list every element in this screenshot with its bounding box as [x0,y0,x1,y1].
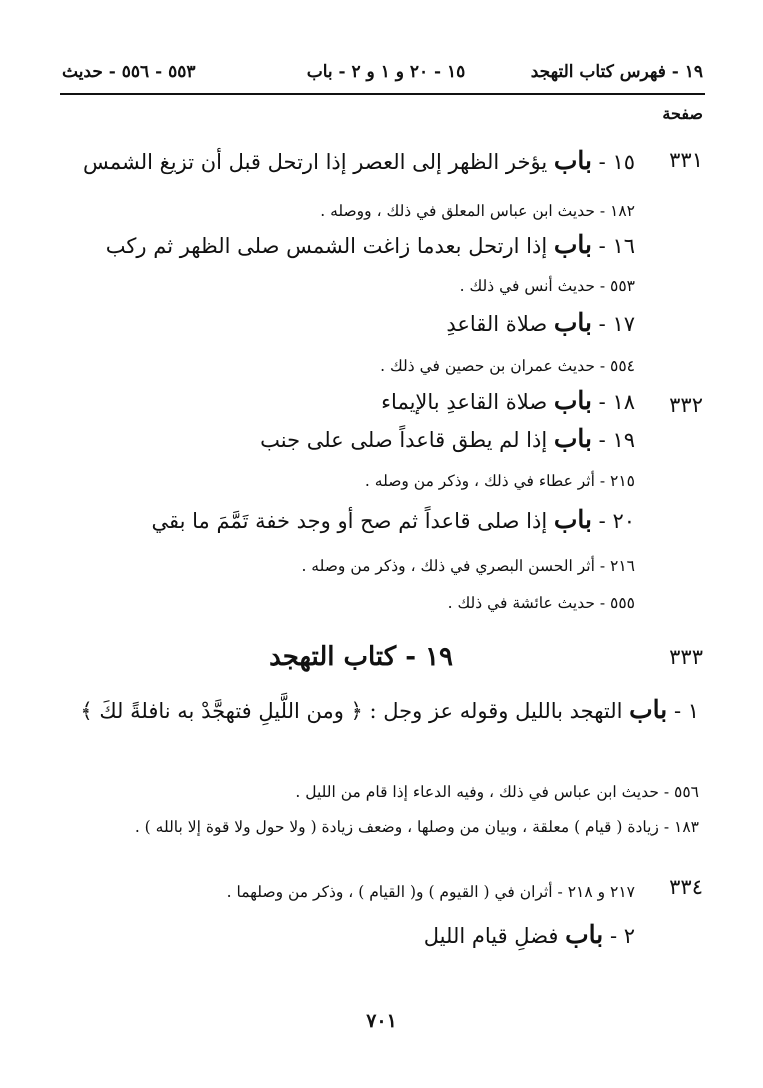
bab-entry [381,386,635,415]
bab-word: باب [629,695,668,724]
kitab-title: ١٩ - كتاب التهجد [269,642,453,672]
bab-number: ١٧ - [591,312,635,336]
bab-word: باب [553,505,592,534]
header-bab-range: ١٥ - ٢٠ و ١ و ٢ - باب [306,62,466,82]
bab-number: ١٥ - [591,150,635,174]
sub-entry: ١٨٢ - حديث ابن عباس المعلق في ذلك ، ووصله . [320,202,635,220]
bab-entry [57,690,699,731]
bab-number: ١ - [667,699,699,723]
bab-title: إذا ارتحل بعدما زاغت الشمس صلى الظهر ثم ركب [105,234,554,258]
bab-number: ٢ - [603,924,635,948]
bab-word: باب [553,424,592,453]
page-number-331: ٣٣١ [669,148,703,172]
bab-word: باب [553,146,592,175]
sub-entry: ٢١٦ - أثر الحسن البصري في ذلك ، وذكر من وصله . [301,557,635,575]
bab-word: باب [565,920,604,949]
bab-number: ١٦ - [591,234,635,258]
bab-entry [424,920,635,949]
bab-entry [83,146,635,175]
page-number-332: ٣٣٢ [669,393,703,417]
page-number-334: ٣٣٤ [669,875,703,899]
sub-entry: ٥٥٦ - حديث ابن عباس في ذلك ، وفيه الدعاء إذا قام من الليل . [295,783,699,801]
bab-entry [152,505,635,534]
header-rule [60,93,705,95]
bab-title: إذا صلى قاعداً ثم صح أو وجد خفة تَمَّمَ ما بقي [151,509,554,533]
bab-word: باب [553,308,592,337]
bab-entry [446,308,635,337]
sub-entry: ٢١٥ - أثر عطاء في ذلك ، وذكر من وصله . [364,472,635,490]
footer-page-number: ٧٠١ [366,1010,397,1032]
bab-entry [106,230,635,259]
sub-entry: ٥٥٥ - حديث عائشة في ذلك . [447,594,635,612]
bab-title: التهجد بالليل وقوله عز وجل : ﴿ ومن اللَّيلِ فتهجَّدْ به نافلةً لكَ ﴾ [80,699,630,723]
bab-word: باب [553,386,592,415]
sub-entry: ٥٥٣ - حديث أنس في ذلك . [459,277,635,295]
bab-title: يؤخر الظهر إلى العصر إذا ارتحل قبل أن تزيغ الشمس [83,150,554,174]
bab-title: صلاة القاعدِ بالإيماء [381,390,554,414]
header-chapter-title: ١٩ - فهرس كتاب التهجد [530,62,703,82]
header-hadith-range: ٥٥٣ - ٥٥٦ - حديث [62,62,196,82]
page-number-333: ٣٣٣ [669,645,703,669]
bab-title: فضلِ قيام الليل [423,924,566,948]
page-column-label: صفحة [662,104,703,123]
bab-word: باب [553,230,592,259]
bab-number: ١٨ - [591,390,635,414]
bab-entry [260,424,635,453]
bab-number: ٢٠ - [591,509,635,533]
sub-entry: ١٨٣ - زيادة ( قيام ) معلقة ، وبيان من وصلها ، وضعف زيادة ( ولا حول ولا قوة إلا بالله ) . [134,818,699,836]
sub-entry: ٥٥٤ - حديث عمران بن حصين في ذلك . [380,357,635,375]
bab-number: ١٩ - [591,428,635,452]
sub-entry: ٢١٧ و ٢١٨ - أثران في ( القيوم ) و( القيام ) ، وذكر من وصلهما . [226,883,635,901]
bab-title: إذا لم يطق قاعداً صلى على جنب [260,428,554,452]
bab-title: صلاة القاعدِ [446,312,554,336]
